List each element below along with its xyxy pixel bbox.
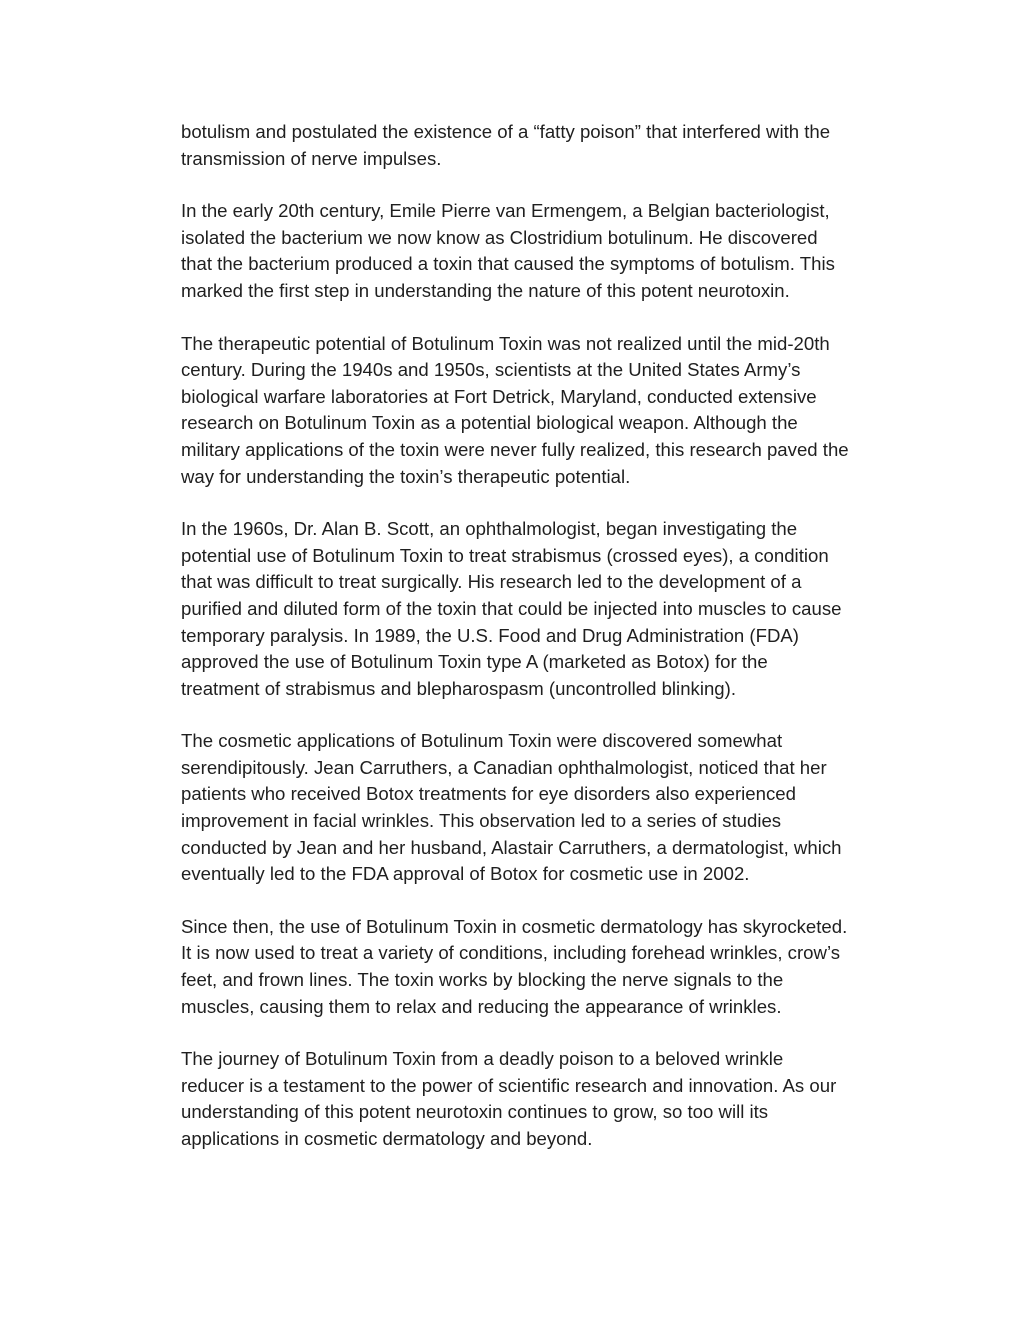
paragraph-1: botulism and postulated the existence of a “fatty poison” that interfered with the transmission of nerve impulses. <box>181 121 831 169</box>
paragraph-2: In the early 20th century, Emile Pierre van Ermengem, a Belgian bacteriologist, isolated the bacterium we now know as Clostridium botulinum. He discovered that the bacterium produced a toxin that caused the symptoms of botulism. This marked the first step in understanding the nature of this potent neurotoxin. <box>181 200 835 301</box>
paragraph-7: The journey of Botulinum Toxin from a deadly poison to a beloved wrinkle reducer is a testament to the power of scientific research and innovation. As our understanding of this potent neurotoxin continues to grow, so too will its applications in cosmetic dermatology and beyond. <box>181 1048 837 1149</box>
document-page <box>181 119 911 1179</box>
paragraph-5: The cosmetic applications of Botulinum Toxin were discovered somewhat serendipitously. Jean Carruthers, a Canadian ophthalmologist, noticed that her patients who received Botox treatments for eye disorders also experienced improvement in facial wrinkles. This observation led to a series of studies conducted by Jean and her husband, Alastair Carruthers, a dermatologist, which eventually led to the FDA approval of Botox for cosmetic use in 2002. <box>181 730 842 885</box>
paragraph-3: The therapeutic potential of Botulinum Toxin was not realized until the mid-20th century. During the 1940s and 1950s, scientists at the United States Army’s biological warfare laboratories at Fort Detrick, Maryland, conducted extensive research on Botulinum Toxin as a potential biological weapon. Although the military applications of the toxin were never fully realized, this research paved the way for understanding the toxin’s therapeutic potential. <box>181 332 849 487</box>
paragraph-6: Since then, the use of Botulinum Toxin in cosmetic dermatology has skyrocketed. It is now used to treat a variety of conditions, including forehead wrinkles, crow’s feet, and frown lines. The toxin works by blocking the nerve signals to the muscles, causing them to relax and reducing the appearance of wrinkles. <box>181 915 848 1017</box>
paragraph-4: In the 1960s, Dr. Alan B. Scott, an ophthalmologist, began investigating the potential use of Botulinum Toxin to treat strabismus (crossed eyes), a condition that was difficult to treat surgically. His research led to the development of a purified and diluted form of the toxin that could be injected into muscles to cause temporary paralysis. In 1989, the U.S. Food and Drug Administration (FDA) approved the use of Botulinum Toxin type A (marketed as Botox) for the treatment of strabismus and blepharospasm (uncontrolled blinking). <box>181 518 842 699</box>
